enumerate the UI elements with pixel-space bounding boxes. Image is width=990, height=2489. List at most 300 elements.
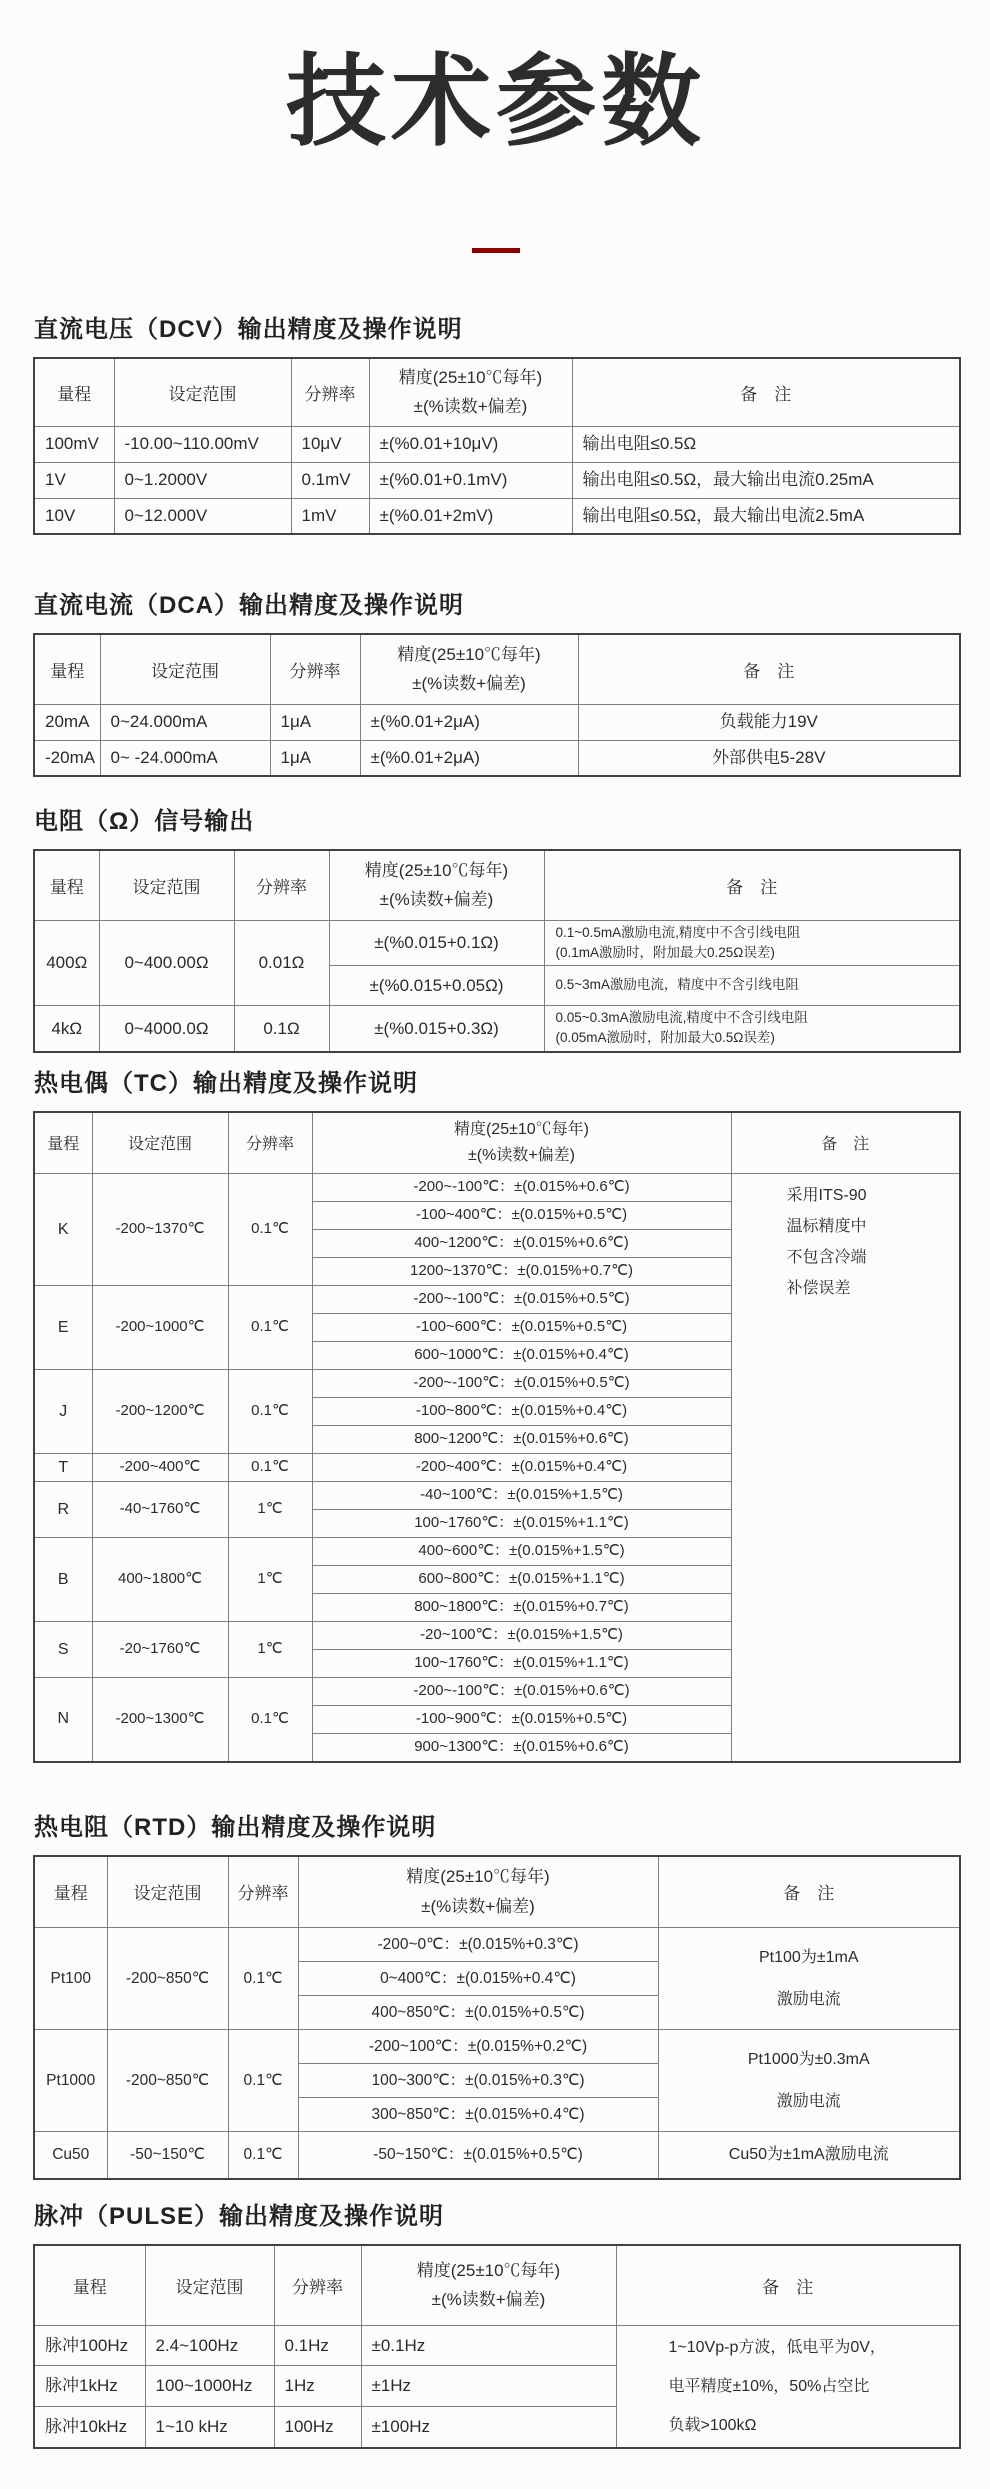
cell-remark-line: 1~10Vp-p方波，低电平为0V， xyxy=(668,2338,886,2356)
cell-range-line: 20mA xyxy=(45,712,90,732)
column-header-set-range: 设定范围 xyxy=(100,634,270,704)
cell-set-range xyxy=(99,920,234,1006)
cell-range-line: 1V xyxy=(45,470,66,490)
header-row xyxy=(34,2245,960,2325)
cell-remark-line: 补偿误差 xyxy=(786,1280,851,1297)
cell-remark-line: 激励电流 xyxy=(776,2092,841,2110)
cell-precision xyxy=(312,1650,731,1678)
section-rtd xyxy=(33,1807,959,2181)
cell-resolution xyxy=(228,1678,312,1762)
cell-resolution-line: 10μV xyxy=(301,434,342,454)
cell-precision-line: ±(%0.01+2μA) xyxy=(370,712,480,732)
cell-resolution xyxy=(228,1482,312,1538)
header-row xyxy=(34,1856,960,1928)
precision-header-line: ±(%读数+偏差) xyxy=(412,674,526,694)
cell-range xyxy=(34,1286,92,1370)
cell-precision xyxy=(369,426,572,462)
cell-remark xyxy=(658,1928,960,2030)
cell-remark-line: 激励电流 xyxy=(776,1990,841,2008)
cell-range-line: Cu50 xyxy=(52,2146,90,2164)
cell-remark-line: 输出电阻≤0.5Ω xyxy=(582,434,697,454)
table-row xyxy=(34,2030,960,2064)
column-header-remark: 备 注 xyxy=(731,1112,960,1174)
dcv-table xyxy=(33,357,961,535)
precision-header-line: 精度(25±10℃每年) xyxy=(406,1867,550,1886)
cell-precision xyxy=(312,1230,731,1258)
cell-resolution xyxy=(291,498,369,534)
cell-precision-line: 300~850℃：±(0.015%+0.4℃) xyxy=(371,2105,585,2123)
cell-resolution-line: 0.1℃ xyxy=(251,1318,289,1336)
cell-range xyxy=(34,2030,107,2132)
cell-range-line: 4kΩ xyxy=(51,1018,83,1038)
cell-set-range-line: 400~1800℃ xyxy=(117,1570,202,1588)
cell-range-line: 脉冲100Hz xyxy=(45,2335,129,2355)
section-heading-ohm: 电阻（Ω）信号输出 xyxy=(34,808,255,835)
cell-precision-line: 100~1760℃：±(0.015%+1.1℃) xyxy=(414,1514,629,1532)
cell-remark-line: 0.5~3mA激励电流，精度中不含引线电阻 xyxy=(555,977,799,993)
cell-precision xyxy=(312,1482,731,1510)
cell-resolution xyxy=(274,2407,361,2448)
cell-set-range xyxy=(92,1286,228,1370)
cell-range xyxy=(34,2366,145,2407)
cell-set-range-line: -200~1370℃ xyxy=(115,1220,205,1238)
cell-resolution xyxy=(228,2132,298,2180)
cell-precision-line: 600~800℃：±(0.015%+1.1℃) xyxy=(418,1570,625,1588)
cell-precision-line: 600~1000℃：±(0.015%+0.4℃) xyxy=(414,1346,629,1364)
table-row xyxy=(34,426,960,462)
cell-set-range xyxy=(100,704,270,740)
cell-precision-line: -200~-100℃：±(0.015%+0.5℃) xyxy=(413,1290,630,1308)
column-header-range: 量程 xyxy=(34,1856,107,1928)
column-header-range: 量程 xyxy=(34,1112,92,1174)
cell-set-range-line: 0~400.00Ω xyxy=(124,953,209,972)
cell-set-range xyxy=(92,1678,228,1762)
cell-resolution xyxy=(274,2366,361,2407)
precision-header-line: ±(%读数+偏差) xyxy=(467,1146,575,1164)
cell-set-range xyxy=(92,1622,228,1678)
table-row xyxy=(34,1006,960,1052)
cell-range-line: -20mA xyxy=(45,748,96,767)
pulse-table xyxy=(33,2244,961,2449)
cell-precision xyxy=(329,920,544,966)
cell-precision xyxy=(312,1314,731,1342)
cell-remark-line: 0.05~0.3mA激励电流,精度中不含引线电阻 xyxy=(555,1010,808,1025)
cell-range xyxy=(34,1928,107,2030)
cell-precision xyxy=(369,462,572,498)
cell-remark-line: 负载>100kΩ xyxy=(668,2416,757,2434)
cell-precision-line: 100~1760℃：±(0.015%+1.1℃) xyxy=(414,1654,629,1672)
cell-range xyxy=(34,1174,92,1286)
cell-precision-line: ±0.1Hz xyxy=(371,2335,426,2355)
tc-table xyxy=(33,1111,961,1763)
cell-set-range-line: 0~1.2000V xyxy=(124,470,208,490)
cell-range-line: 脉冲10kHz xyxy=(45,2417,128,2437)
section-heading-dca: 直流电流（DCA）输出精度及操作说明 xyxy=(34,592,464,619)
column-header-precision xyxy=(298,1856,658,1928)
cell-remark-line: Pt100为±1mA xyxy=(759,1948,859,1966)
cell-resolution xyxy=(270,740,360,776)
dca-table xyxy=(33,633,961,777)
cell-range xyxy=(34,1006,99,1052)
cell-remark-line: 输出电阻≤0.5Ω，最大输出电流0.25mA xyxy=(582,470,874,490)
cell-precision xyxy=(298,2030,658,2064)
cell-resolution-line: 0.1℃ xyxy=(251,1402,289,1420)
cell-set-range-line: -200~850℃ xyxy=(125,1969,210,1987)
cell-resolution xyxy=(228,2030,298,2132)
section-pulse xyxy=(33,2196,959,2449)
cell-resolution xyxy=(228,1622,312,1678)
cell-precision xyxy=(312,1538,731,1566)
section-ohm xyxy=(33,801,959,1053)
cell-remark-line: 负载能力19V xyxy=(719,712,818,732)
cell-range-line: R xyxy=(57,1500,70,1518)
cell-set-range-line: 0~24.000mA xyxy=(110,712,208,732)
cell-precision xyxy=(329,966,544,1006)
cell-remark-line: 输出电阻≤0.5Ω，最大输出电流2.5mA xyxy=(582,506,865,525)
table-row xyxy=(34,2325,960,2366)
cell-remark-line: 外部供电5-28V xyxy=(712,748,826,767)
cell-range xyxy=(34,1538,92,1622)
cell-remark xyxy=(658,2030,960,2132)
cell-remark xyxy=(578,704,960,740)
cell-precision xyxy=(312,1622,731,1650)
ohm-table xyxy=(33,849,961,1053)
cell-resolution-line: 0.1Hz xyxy=(284,2335,329,2355)
cell-remark xyxy=(572,498,960,534)
cell-range xyxy=(34,704,100,740)
cell-precision xyxy=(312,1454,731,1482)
column-header-remark: 备 注 xyxy=(578,634,960,704)
cell-remark-line: Cu50为±1mA激励电流 xyxy=(728,2146,889,2163)
cell-resolution-line: 1℃ xyxy=(257,1570,283,1588)
cell-set-range-line: -200~850℃ xyxy=(125,2071,210,2089)
cell-precision xyxy=(312,1706,731,1734)
precision-header-line: ±(%读数+偏差) xyxy=(431,2290,546,2310)
cell-precision-line: -100~900℃：±(0.015%+0.5℃) xyxy=(415,1710,628,1728)
table-row xyxy=(34,498,960,534)
section-heading-tc: 热电偶（TC）输出精度及操作说明 xyxy=(34,1069,418,1097)
cell-resolution xyxy=(228,1928,298,2030)
cell-precision xyxy=(360,740,578,776)
cell-set-range-line: -200~400℃ xyxy=(119,1458,201,1476)
cell-resolution xyxy=(291,426,369,462)
header-row xyxy=(34,634,960,704)
cell-range-line: 10V xyxy=(45,506,76,525)
cell-set-range xyxy=(92,1454,228,1482)
cell-remark xyxy=(544,966,960,1006)
cell-set-range xyxy=(92,1482,228,1538)
table-row xyxy=(34,1928,960,1962)
cell-remark xyxy=(731,1174,960,1762)
cell-range-line: 脉冲1kHz xyxy=(45,2376,118,2396)
cell-precision xyxy=(298,1996,658,2030)
table-row xyxy=(34,2132,960,2180)
cell-resolution xyxy=(270,704,360,740)
cell-precision-line: ±(%0.01+0.1mV) xyxy=(379,470,508,490)
column-header-precision xyxy=(329,850,544,920)
cell-precision-line: 800~1800℃：±(0.015%+0.7℃) xyxy=(414,1598,629,1616)
precision-header-line: 精度(25±10℃每年) xyxy=(398,367,543,387)
cell-resolution xyxy=(228,1538,312,1622)
cell-precision-line: -200~-100℃：±(0.015%+0.6℃) xyxy=(413,1178,630,1196)
cell-precision xyxy=(361,2366,616,2407)
cell-precision-line: -100~600℃：±(0.015%+0.5℃) xyxy=(415,1318,628,1336)
cell-set-range xyxy=(100,740,270,776)
cell-range xyxy=(34,2132,107,2180)
cell-remark-line: 电平精度±10%，50%占空比 xyxy=(668,2377,870,2395)
precision-header-line: 精度(25±10℃每年) xyxy=(364,860,509,880)
cell-range-line: K xyxy=(57,1220,69,1238)
cell-range xyxy=(34,462,114,498)
cell-set-range xyxy=(114,498,291,534)
cell-precision xyxy=(312,1426,731,1454)
cell-precision-line: ±(%0.01+10μV) xyxy=(379,434,499,454)
precision-header-line: ±(%读数+偏差) xyxy=(379,890,494,910)
cell-precision xyxy=(312,1202,731,1230)
cell-resolution-line: 0.1℃ xyxy=(251,1458,289,1476)
column-header-set-range: 设定范围 xyxy=(114,358,291,426)
cell-precision xyxy=(312,1566,731,1594)
cell-resolution xyxy=(274,2325,361,2366)
cell-precision-line: -100~400℃：±(0.015%+0.5℃) xyxy=(415,1206,628,1224)
cell-precision-line: ±(%0.015+0.05Ω) xyxy=(369,975,504,995)
cell-remark xyxy=(544,920,960,966)
cell-precision-line: ±(%0.01+2μA) xyxy=(370,748,480,767)
cell-resolution xyxy=(228,1370,312,1454)
column-header-remark: 备 注 xyxy=(544,850,960,920)
cell-resolution-line: 1μA xyxy=(280,712,312,732)
cell-resolution xyxy=(234,1006,329,1052)
cell-precision xyxy=(312,1174,731,1202)
cell-range xyxy=(34,1370,92,1454)
cell-remark xyxy=(578,740,960,776)
cell-set-range xyxy=(145,2325,274,2366)
cell-set-range-line: -20~1760℃ xyxy=(119,1640,201,1658)
precision-header-line: ±(%读数+偏差) xyxy=(421,1896,535,1916)
cell-precision-line: 100~300℃：±(0.015%+0.3℃) xyxy=(371,2071,585,2089)
cell-resolution-line: 0.1℃ xyxy=(243,2071,283,2089)
header-row xyxy=(34,1112,960,1174)
cell-precision xyxy=(312,1370,731,1398)
cell-range-line: T xyxy=(58,1458,69,1476)
cell-remark-line: Pt1000为±0.3mA xyxy=(747,2050,870,2068)
cell-range-line: N xyxy=(57,1710,70,1728)
cell-precision xyxy=(312,1398,731,1426)
cell-precision xyxy=(298,2132,658,2180)
cell-set-range-line: 0~4000.0Ω xyxy=(124,1018,209,1038)
cell-precision-line: 0~400℃：±(0.015%+0.4℃) xyxy=(380,1969,576,1987)
cell-precision xyxy=(312,1258,731,1286)
table-row xyxy=(34,740,960,776)
cell-set-range xyxy=(99,1006,234,1052)
cell-set-range-line: 1~10 kHz xyxy=(155,2417,228,2437)
cell-remark-line: 0.1~0.5mA激励电流,精度中不含引线电阻 xyxy=(555,924,801,940)
cell-range xyxy=(34,1454,92,1482)
cell-range-line: Pt1000 xyxy=(46,2071,96,2089)
cell-precision xyxy=(298,2064,658,2098)
section-dcv xyxy=(33,309,959,535)
cell-precision-line: -200~-100℃：±(0.015%+0.6℃) xyxy=(413,1682,630,1700)
cell-resolution-line: 1Hz xyxy=(284,2376,315,2396)
cell-range-line: J xyxy=(59,1402,68,1420)
cell-precision xyxy=(298,1962,658,1996)
cell-set-range xyxy=(114,462,291,498)
cell-precision xyxy=(360,704,578,740)
table-row xyxy=(34,704,960,740)
column-header-resolution: 分辨率 xyxy=(228,1112,312,1174)
cell-remark xyxy=(572,462,960,498)
cell-set-range-line: 2.4~100Hz xyxy=(155,2335,239,2355)
cell-resolution-line: 100Hz xyxy=(284,2417,334,2437)
cell-precision-line: -20~100℃：±(0.015%+1.5℃) xyxy=(420,1626,623,1644)
cell-precision xyxy=(361,2325,616,2366)
cell-precision-line: -200~100℃：±(0.015%+0.2℃) xyxy=(368,2037,588,2055)
cell-range xyxy=(34,2325,145,2366)
cell-range-line: Pt100 xyxy=(50,1969,91,1987)
column-header-remark: 备 注 xyxy=(616,2245,960,2325)
cell-range xyxy=(34,920,99,1006)
column-header-range: 量程 xyxy=(34,634,100,704)
precision-header-line: 精度(25±10℃每年) xyxy=(397,644,541,664)
cell-remark xyxy=(544,1006,960,1052)
cell-range xyxy=(34,1482,92,1538)
title-accent-dash xyxy=(472,248,520,253)
cell-resolution-line: 0.01Ω xyxy=(258,953,305,972)
cell-set-range-line: 0~12.000V xyxy=(124,506,208,525)
cell-precision-line: -40~100℃：±(0.015%+1.5℃) xyxy=(420,1486,623,1504)
column-header-remark: 备 注 xyxy=(572,358,960,426)
column-header-set-range: 设定范围 xyxy=(107,1856,228,1928)
cell-precision xyxy=(361,2407,616,2448)
cell-resolution xyxy=(291,462,369,498)
cell-precision-line: 400~1200℃：±(0.015%+0.6℃) xyxy=(414,1234,629,1252)
cell-resolution xyxy=(228,1174,312,1286)
cell-precision xyxy=(298,2098,658,2132)
cell-set-range xyxy=(145,2407,274,2448)
cell-remark-line: (0.05mA激励时，附加最大0.5Ω误差) xyxy=(555,1030,775,1046)
cell-set-range-line: -200~1200℃ xyxy=(115,1402,205,1420)
cell-range xyxy=(34,1678,92,1762)
column-header-precision xyxy=(369,358,572,426)
cell-set-range xyxy=(92,1370,228,1454)
cell-precision xyxy=(312,1734,731,1762)
column-header-range: 量程 xyxy=(34,2245,145,2325)
cell-precision-line: 800~1200℃：±(0.015%+0.6℃) xyxy=(414,1430,629,1448)
cell-range xyxy=(34,2407,145,2448)
cell-set-range-line: -200~1300℃ xyxy=(115,1710,205,1727)
cell-remark xyxy=(658,2132,960,2180)
cell-resolution-line: 0.1℃ xyxy=(243,2146,283,2164)
column-header-resolution: 分辨率 xyxy=(228,1856,298,1928)
section-tc xyxy=(33,1063,959,1763)
cell-resolution xyxy=(228,1454,312,1482)
cell-set-range-line: 100~1000Hz xyxy=(155,2376,253,2396)
cell-resolution-line: 0.1mV xyxy=(301,470,351,490)
column-header-set-range: 设定范围 xyxy=(145,2245,274,2325)
cell-resolution xyxy=(234,920,329,1006)
section-dca xyxy=(33,585,959,777)
table-row xyxy=(34,920,960,966)
cell-precision-line: ±(%0.015+0.3Ω) xyxy=(374,1018,499,1038)
cell-precision-line: -100~800℃：±(0.015%+0.4℃) xyxy=(415,1402,628,1420)
cell-precision xyxy=(329,1006,544,1052)
cell-precision xyxy=(298,1928,658,1962)
cell-set-range-line: -200~1000℃ xyxy=(115,1318,205,1336)
cell-precision xyxy=(312,1594,731,1622)
cell-remark xyxy=(616,2325,960,2448)
cell-set-range xyxy=(92,1174,228,1286)
cell-set-range xyxy=(107,1928,228,2030)
cell-range-line: S xyxy=(57,1640,69,1658)
cell-remark xyxy=(572,426,960,462)
table-row xyxy=(34,1174,960,1202)
column-header-set-range: 设定范围 xyxy=(92,1112,228,1174)
cell-precision xyxy=(312,1510,731,1538)
cell-precision-line: ±100Hz xyxy=(371,2417,430,2437)
cell-set-range xyxy=(107,2132,228,2180)
cell-precision-line: -50~150℃：±(0.015%+0.5℃) xyxy=(373,2146,583,2164)
cell-precision-line: 900~1300℃：±(0.015%+0.6℃) xyxy=(414,1738,629,1755)
cell-set-range xyxy=(145,2366,274,2407)
cell-precision-line: 400~600℃：±(0.015%+1.5℃) xyxy=(418,1542,625,1560)
cell-resolution-line: 1℃ xyxy=(257,1640,283,1658)
cell-range-line: B xyxy=(57,1570,69,1588)
cell-precision-line: ±1Hz xyxy=(371,2376,412,2396)
cell-resolution xyxy=(228,1286,312,1370)
column-header-range: 量程 xyxy=(34,850,99,920)
cell-precision xyxy=(312,1286,731,1314)
cell-range-line: 100mV xyxy=(45,434,99,454)
column-header-remark: 备 注 xyxy=(658,1856,960,1928)
column-header-precision xyxy=(312,1112,731,1174)
section-heading-rtd: 热电阻（RTD）输出精度及操作说明 xyxy=(34,1813,437,1841)
precision-header-line: 精度(25±10℃每年) xyxy=(416,2260,561,2280)
column-header-resolution: 分辨率 xyxy=(274,2245,361,2325)
column-header-precision xyxy=(361,2245,616,2325)
precision-header-line: 精度(25±10℃每年) xyxy=(453,1121,590,1139)
cell-precision-line: 400~850℃：±(0.015%+0.5℃) xyxy=(371,2003,585,2021)
section-heading-dcv: 直流电压（DCV）输出精度及操作说明 xyxy=(34,316,463,343)
cell-set-range xyxy=(114,426,291,462)
cell-remark-line: 采用ITS-90 xyxy=(786,1187,867,1204)
cell-range-line: E xyxy=(57,1318,69,1336)
cell-remark-line: 温标精度中 xyxy=(786,1218,867,1235)
header-row xyxy=(34,358,960,426)
cell-resolution-line: 0.1℃ xyxy=(251,1220,289,1238)
cell-resolution-line: 1mV xyxy=(301,506,337,525)
cell-remark-line: 不包含冷端 xyxy=(786,1249,867,1266)
cell-precision-line: -200~400℃：±(0.015%+0.4℃) xyxy=(415,1458,628,1476)
cell-set-range-line: 0~ -24.000mA xyxy=(110,748,218,767)
column-header-resolution: 分辨率 xyxy=(291,358,369,426)
cell-precision-line: ±(%0.01+2mV) xyxy=(379,506,494,525)
column-header-resolution: 分辨率 xyxy=(270,634,360,704)
rtd-table xyxy=(33,1855,961,2181)
cell-precision xyxy=(369,498,572,534)
cell-resolution-line: 1℃ xyxy=(257,1500,283,1518)
header-row xyxy=(34,850,960,920)
column-header-precision xyxy=(360,634,578,704)
cell-resolution-line: 0.1℃ xyxy=(251,1710,289,1727)
cell-resolution-line: 1μA xyxy=(280,748,312,767)
page-title: 技术参数 xyxy=(286,46,706,158)
cell-set-range-line: -50~150℃ xyxy=(130,2146,205,2164)
cell-precision-line: ±(%0.015+0.1Ω) xyxy=(374,933,499,952)
cell-set-range-line: -40~1760℃ xyxy=(119,1500,201,1518)
cell-precision-line: -200~-100℃：±(0.015%+0.5℃) xyxy=(413,1374,630,1392)
cell-range-line: 400Ω xyxy=(46,953,88,972)
column-header-resolution: 分辨率 xyxy=(234,850,329,920)
